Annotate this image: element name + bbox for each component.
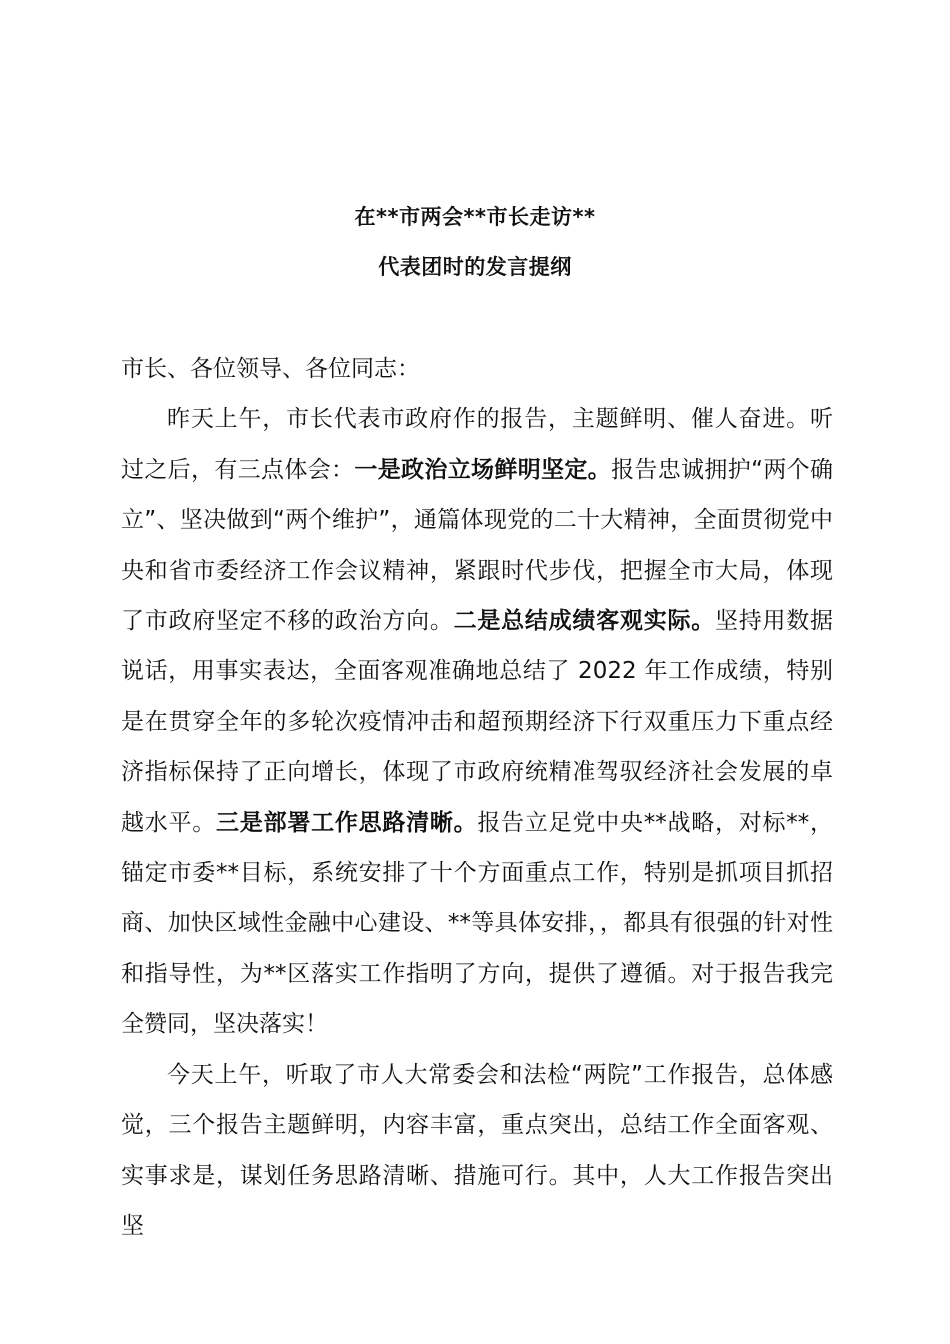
salutation: 市长、各位领导、各位同志： [121, 356, 420, 382]
paragraph-2: 今天上午，听取了市人大常委会和法检“两院”工作报告，总体感觉，三个报告主题鲜明，内容丰富，重点突出，总结工作全面客观、实事求是，谋划任务思路清晰、措施可行。其中，人大工作报告突出坚 [121, 1061, 833, 1239]
document-title-line1: 在**市两会**市长走访** [354, 205, 596, 229]
document-title-line2: 代表团时的发言提纲 [378, 255, 572, 279]
document-body [121, 344, 833, 1251]
paragraph-1 [121, 394, 833, 1049]
point-1-heading: 一是政治立场鲜明坚定。 [354, 456, 612, 483]
point-3-heading: 三是部署工作思路清晰。 [216, 809, 478, 836]
point-2-heading: 二是总结成绩客观实际。 [453, 608, 715, 635]
paragraph-1-text-4: 报告立足党中央**战略，对标**，锚定市委**目标，系统安排了十个方面重点工作，特别是抓项目抓招商、加快区域性金融中心建设、**等具体安排，，都具有很强的针对性和指导性，为**区落实工作指明了方向，提供了遵循。对于报告我完全赞同，坚决落实！ [121, 809, 834, 1038]
paragraph-1-text-1: 昨天上午，市长代表市政府作的报告，主题鲜明、催人奋进。听过之后，有三点体会： [121, 406, 833, 483]
paragraph-1-text-3: 坚持用数据说话，用事实表达，全面客观准确地总结了 2022 年工作成绩，特别是在贯穿全年的多轮次疫情冲击和超预期经济下行双重压力下重点经济指标保持了正向增长，体现了市政府统精准驾驭经济社会发展的卓越水平。 [121, 608, 834, 836]
paragraph-1-text-2: 报告忠诚拥护“两个确立”、坚决做到“两个维护”，通篇体现党的二十大精神，全面贯彻党中央和省市委经济工作会议精神，紧跟时代步伐，把握全市大局，体现了市政府坚定不移的政治方向。 [121, 456, 834, 635]
